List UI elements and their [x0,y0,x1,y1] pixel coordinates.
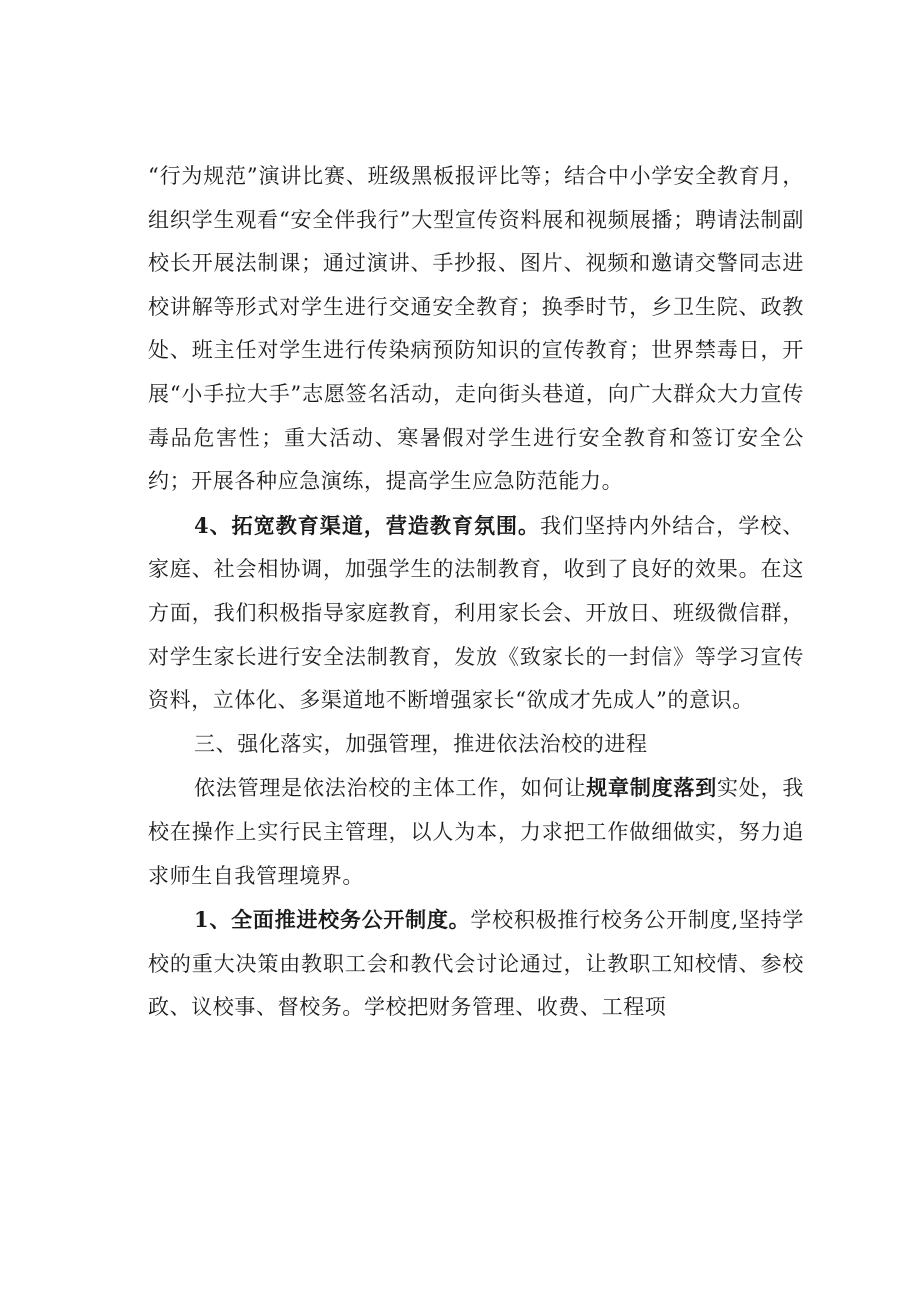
paragraph-4 [148,898,804,1030]
paragraph-1: “行为规范”演讲比赛、班级黑板报评比等；结合中小学安全教育月，组织学生观看“安全伴我行”大型宣传资料展和视频展播；聘请法制副校长开展法制课；通过演讲、手抄报、图片、视频和邀请交警同志进校讲解等形式对学生进行交通安全教育；换季时节，乡卫生院、政教处、班主任对学生进行传染病预防知识的宣传教育；世界禁毒日，开展“小手拉大手”志愿签名活动，走向街头巷道，向广大群众大力宣传毒品危害性；重大活动、寒暑假对学生进行安全教育和签订安全公约；开展各种应急演练，提高学生应急防范能力。 [148,164,804,494]
paragraph-3 [148,766,804,898]
document-page [148,155,804,1030]
paragraph-2 [148,504,804,723]
paragraph-2-body: 我们坚持内外结合，学校、家庭、社会相协调，加强学生的法制教育，收到了良好的效果。在这方面，我们积极指导家庭教育，利用家长会、开放日、班级微信群，对学生家长进行安全法制教育，发放《致家长的一封信》等学习宣传资料，立体化、多渠道地不断增强家长“欲成才先成人”的意识。 [148,513,804,713]
paragraph-3-after: 实处，我校在操作上实行民主管理，以人为本，力求把工作做细做实，努力追求师生自我管理境界。 [148,776,804,888]
paragraph-4-body: 学校积极推行校务公开制度,坚持学校的重大决策由教职工会和教代会讨论通过，让教职工知校情、参校政、议校事、督校务。学校把财务管理、收费、工程项 [148,908,804,1020]
paragraph-3-emphasis: 规章制度落到 [586,775,717,801]
paragraph-4-lead: 1、全面推进校务公开制度。 [194,907,471,933]
paragraph-3-before: 依法管理是依法治校的主体工作，如何让 [194,776,587,801]
section-heading: 三、强化落实，加强管理，推进依法治校的进程 [194,731,648,756]
paragraph-2-lead: 4、拓宽教育渠道，营造教育氛围。 [194,512,541,538]
